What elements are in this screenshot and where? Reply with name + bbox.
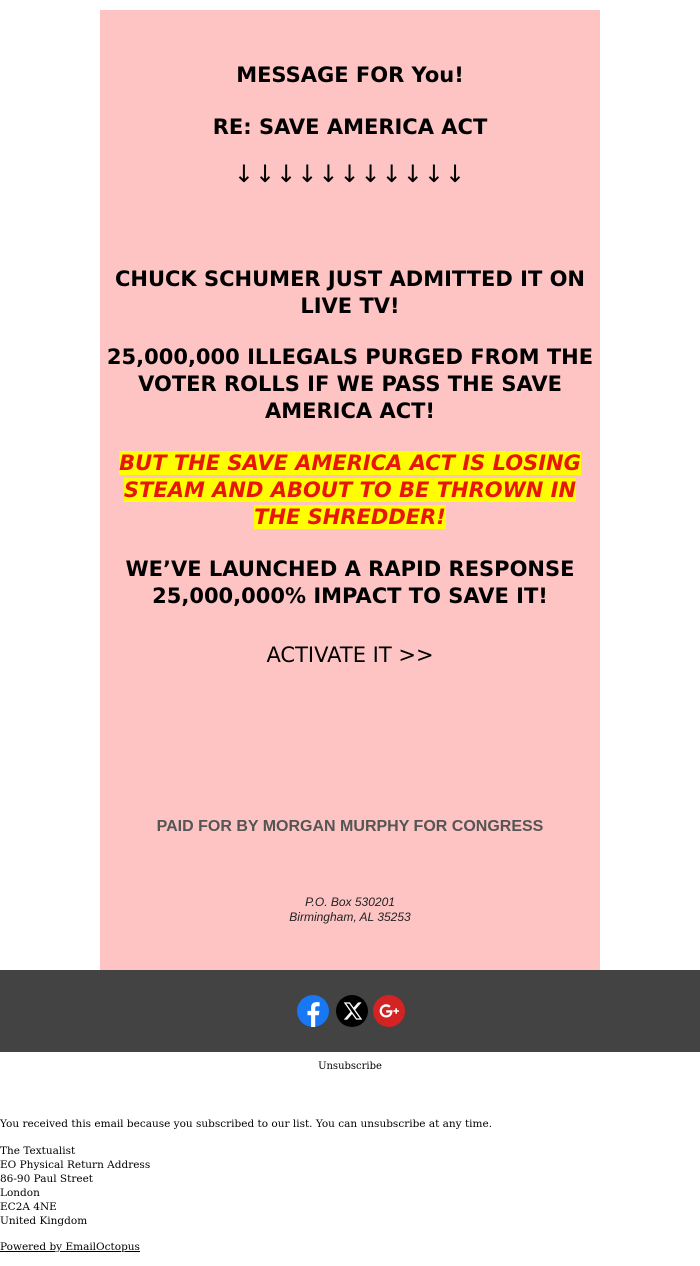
highlighted-warning-text: BUT THE SAVE AMERICA ACT IS LOSING STEAM AND ABOUT TO BE THROWN IN THE SHREDDER! <box>119 451 581 529</box>
sender-address <box>0 1144 150 1228</box>
address-line: EC2A 4NE <box>0 1201 57 1213</box>
subject-heading: RE: SAVE AMERICA ACT <box>212 115 488 139</box>
down-arrows: ↓↓↓↓↓↓↓↓↓↓↓ <box>233 160 467 188</box>
headline-paragraph: CHUCK SCHUMER JUST ADMITTED IT ON LIVE TV! <box>114 267 586 318</box>
message-heading: MESSAGE FOR You! <box>236 63 464 87</box>
activate-link[interactable]: ACTIVATE IT >> <box>266 643 434 667</box>
paid-for-disclaimer: PAID FOR BY MORGAN MURPHY FOR CONGRESS <box>156 818 544 835</box>
address-line: United Kingdom <box>0 1215 88 1227</box>
facebook-icon[interactable] <box>297 995 329 1027</box>
email-card <box>100 10 600 970</box>
powered-by-link[interactable]: Powered by EmailOctopus <box>0 1241 140 1253</box>
highlighted-warning <box>105 450 595 531</box>
launch-paragraph: WE’VE LAUNCHED A RAPID RESPONSE 25,000,000% IMPACT TO SAVE IT! <box>125 557 575 608</box>
address-line: The Textualist <box>0 1145 76 1157</box>
unsubscribe-link[interactable]: Unsubscribe <box>318 1061 382 1072</box>
address-line: EO Physical Return Address <box>0 1159 151 1171</box>
address-line: London <box>0 1187 40 1199</box>
mailing-address <box>100 895 600 925</box>
subscription-notice: You received this email because you subscribed to our list. You can unsubscribe at any time. <box>0 1118 493 1130</box>
google-plus-icon[interactable] <box>373 995 405 1027</box>
claim-paragraph: 25,000,000 ILLEGALS PURGED FROM THE VOTER ROLLS IF WE PASS THE SAVE AMERICA ACT! <box>106 345 594 423</box>
city-state-zip: Birmingham, AL 35253 <box>289 910 411 924</box>
social-footer-bar <box>0 970 700 1052</box>
address-line: 86-90 Paul Street <box>0 1173 93 1185</box>
po-box: P.O. Box 530201 <box>305 895 395 909</box>
x-icon[interactable] <box>336 995 368 1027</box>
